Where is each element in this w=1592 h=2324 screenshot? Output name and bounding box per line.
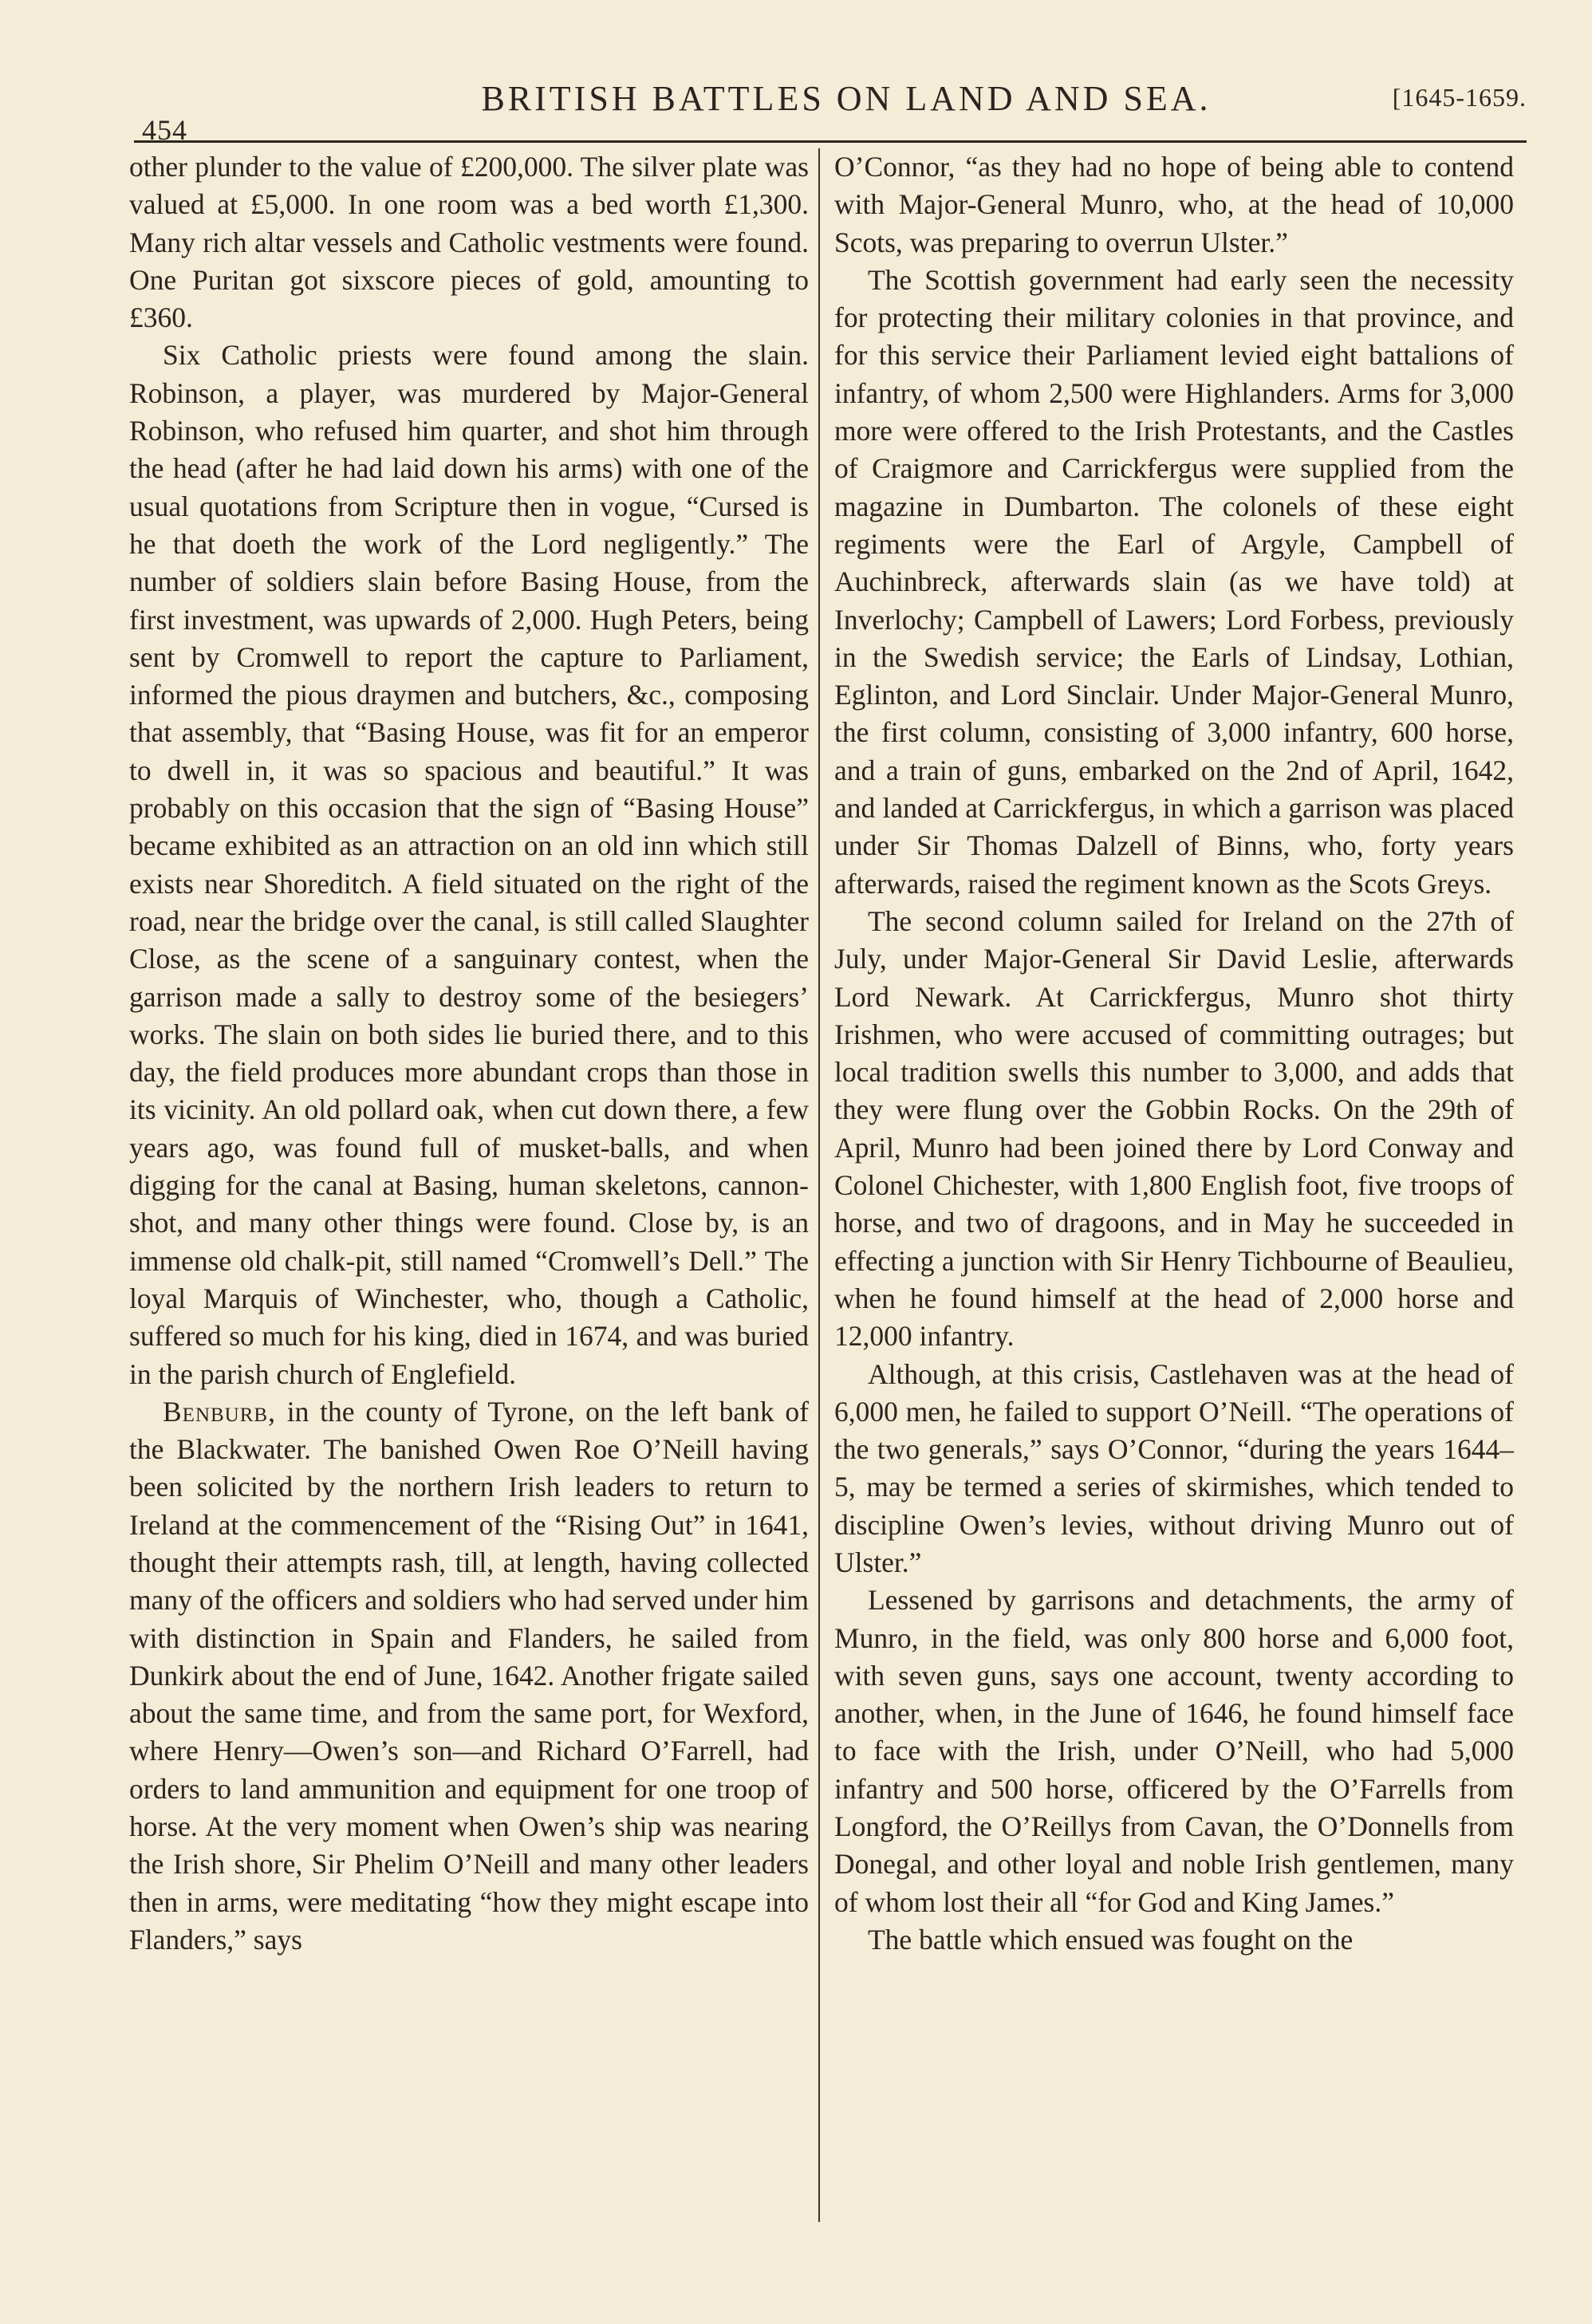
paragraph: The second column sailed for Ireland on the 27th of July, under Major-General Sir David Leslie, afterwards Lord Newark. At Carrickfergus, Munro shot thirty Irishmen, who were accused of committing outrages; but local tradition swells this number to 3,000, and adds that they were flung over the Gobbin Rocks. On the 29th of April, Munro had been joined there by Lord Conway and Colonel Chichester, with 1,800 English foot, five troops of horse, and two of dragoons, and in May he succeeded in effecting a junction with Sir Henry Tichbourne of Beaulieu, when he found himself at the head of 2,000 horse and 12,000 infantry. — [834, 904, 1514, 1353]
header-rule — [134, 140, 1527, 143]
date-range: [1645-1659. — [1392, 83, 1527, 112]
paragraph: other plunder to the value of £200,000. The silver plate was valued at £5,000. In one room was a bed worth £1,300. Many rich altar vessels and Catholic vestments were found. One Puritan got sixscore pieces of gold, amounting to £360. — [129, 151, 809, 334]
paragraph: The battle which ensued was fought on the — [868, 1923, 1354, 1956]
right-column — [834, 148, 1514, 1959]
paragraph — [129, 1393, 809, 1959]
page-number: 454 — [142, 114, 187, 146]
left-column — [129, 148, 809, 1959]
page-header — [134, 78, 1527, 146]
entry-heading: Benburb, — [163, 1395, 276, 1428]
paragraph-text: in the county of Tyrone, on the left bank of the Blackwater. The banished Owen Roe O’Neill having been solicited by the northern Irish leaders to return to Ireland at the commencement of the “Rising Out” in 1641, thought their attempts rash, till, at length, having collected many of the officers and soldiers who had served under him with distinction in Spain and Flanders, he sailed from Dunkirk about the end of June, 1642. Another frigate sailed about the same time, and from the same port, for Wexford, where Henry—Owen’s son—and Richard O’Farrell, had orders to land ammunition and equipment for one troop of horse. At the very moment when Owen’s ship was nearing the Irish shore, Sir Phelim O’Neill and many other leaders then in arms, were meditating “how they might escape into Flanders,” says — [129, 1395, 809, 1956]
paragraph: Lessened by garrisons and detachments, the army of Munro, in the field, was only 800 horse and 6,000 foot, with seven guns, says one account, twenty according to another, when, in the June of 1646, he found himself face to face with the Irish, under O’Neill, who had 5,000 infantry and 500 horse, officered by the O’Farrells from Longford, the O’Reillys from Cavan, the O’Donnells from Donegal, and other loyal and noble Irish gentlemen, many of whom lost their all “for God and King James.” — [834, 1584, 1514, 1918]
paragraph: Although, at this crisis, Castlehaven was at the head of 6,000 men, he failed to support O’Neill. “The operations of the two generals,” says O’Connor, “during the years 1644–5, may be termed a series of skirmishes, which tended to discipline Owen’s levies, without driving Munro out of Ulster.” — [834, 1357, 1514, 1578]
paragraph: O’Connor, “as they had no hope of being able to contend with Major-General Munro, who, at the head of 10,000 Scots, was preparing to overrun Ulster.” — [834, 151, 1514, 258]
column-divider — [818, 148, 820, 2222]
paragraph: Six Catholic priests were found among the slain. Robinson, a player, was murdered by Major-General Robinson, who refused him quarter, and shot him through the head (after he had laid down his arms) with one of the usual quotations from Scripture then in vogue, “Cursed is he that doeth the work of the Lord negligently.” The number of soldiers slain before Basing House, from the first investment, was upwards of 2,000. Hugh Peters, being sent by Cromwell to report the capture to Parliament, informed the pious draymen and butchers, &c., composing that assembly, that “Basing House, was fit for an emperor to dwell in, it was so spacious and beautiful.” It was probably on this occasion that the sign of “Basing House” became exhibited as an attraction on an old inn which still exists near Shoreditch. A field situated on the right of the road, near the bridge over the canal, is still called Slaughter Close, as the scene of a sanguinary contest, when the garrison made a sally to destroy some of the besiegers’ works. The slain on both sides lie buried there, and to this day, the field produces more abundant crops than those in its vicinity. An old pollard oak, when cut down there, a few years ago, was found full of musket-balls, and when digging for the canal at Basing, human skeletons, cannon-shot, and many other things were found. Close by, is an immense old chalk-pit, still named “Cromwell’s Dell.” The loyal Marquis of Winchester, who, though a Catholic, suffered so much for his king, died in 1674, and was buried in the parish church of Englefield. — [129, 339, 809, 1390]
paragraph: The Scottish government had early seen the necessity for protecting their military colonies in that province, and for this service their Parliament levied eight battalions of infantry, of whom 2,500 were Highlanders. Arms for 3,000 more were offered to the Irish Protestants, and the Castles of Craigmore and Carrickfergus were supplied from the magazine in Dumbarton. The colonels of these eight regiments were the Earl of Argyle, Campbell of Auchinbreck, afterwards slain (as we have told) at Inverlochy; Campbell of Lawers; Lord Forbess, previously in the Swedish service; the Earls of Lindsay, Lothian, Eglinton, and Lord Sinclair. Under Major-General Munro, the first column, consisting of 3,000 infantry, 600 horse, and a train of guns, embarked on the 2nd of April, 1642, and landed at Carrickfergus, in which a garrison was placed under Sir Thomas Dalzell of Binns, who, forty years afterwards, raised the regiment known as the Scots Greys. — [834, 263, 1514, 900]
running-title: BRITISH BATTLES ON LAND AND SEA. — [481, 79, 1212, 118]
